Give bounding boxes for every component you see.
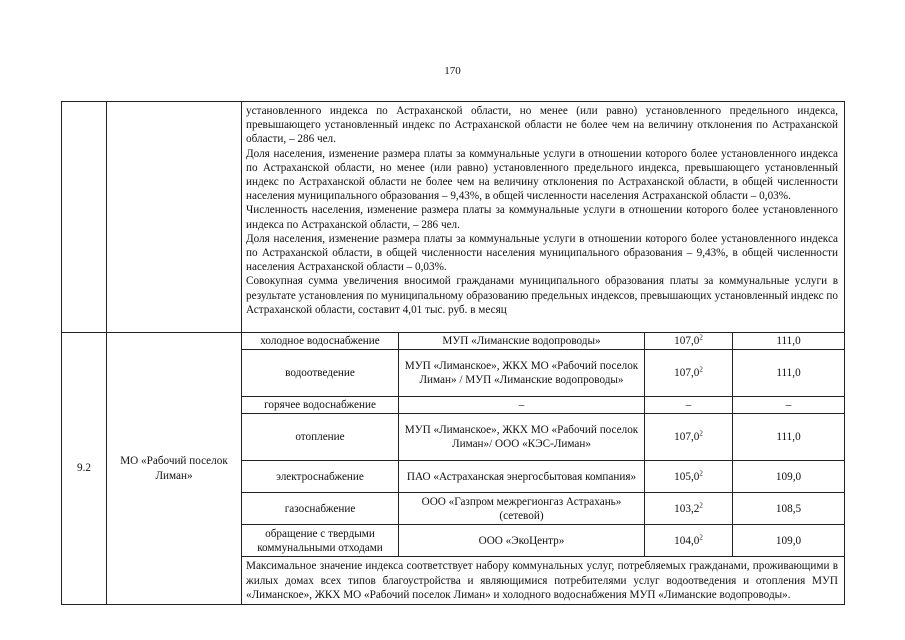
provider-name: ООО «Газпром межрегионгаз Астрахань» (сетевой) [399, 493, 645, 525]
continuation-row [62, 102, 845, 333]
limit-value: 111,0 [733, 333, 845, 350]
service-name: газоснабжение [242, 493, 399, 525]
limit-value: 111,0 [733, 414, 845, 461]
provider-name: МУП «Лиманские водопроводы» [399, 333, 645, 350]
service-name: горячее водоснабжение [242, 397, 399, 414]
conclusion-text: Максимальное значение индекса соответствует набору коммунальных услуг, потребляемых гражданами, проживающими в жилых домах всех типов благоустройства и являющимися потребителями услуг водоотведения и отопления МУП «Лиманское», ЖКХ МО «Рабочий поселок Лиман» и холодного водоснабжения МУП «Лиманские водопроводы». [242, 557, 845, 605]
provider-name: – [399, 397, 645, 414]
paragraph: Доля населения, изменение размера платы за коммунальные услуги в отношении которого более установленного индекса по Астраханской области, но менее (или равно) установленного предельного индекса, превышающего установленный индекс по Астраханской области не более чем на величину отклонения по Астраханской области, в общей численности населения муниципального образования – 9,43%, в общей численности населения Астраханской области – 0,03%. [246, 147, 839, 203]
paragraph: Доля населения, изменение размера платы за коммунальные услуги в отношении которого более установленного индекса по Астраханской области, в общей численности населения муниципального образования – 9,43%, в общей численности населения Астраханской области – 0,03%. [246, 232, 839, 274]
provider-name: МУП «Лиманское», ЖКХ МО «Рабочий поселок Лиман»/ ООО «КЭС-Лиман» [399, 414, 645, 461]
service-name: холодное водоснабжение [242, 333, 399, 350]
index-value: 107,0$^2$ [645, 414, 733, 461]
limit-value: 108,5 [733, 493, 845, 525]
provider-name: ПАО «Астраханская энергосбытовая компания» [399, 461, 645, 493]
limit-value: 109,0 [733, 461, 845, 493]
service-name: электроснабжение [242, 461, 399, 493]
empty-num-cell [62, 102, 107, 333]
index-value: 107,0$^2$ [645, 333, 733, 350]
service-name: водоотведение [242, 350, 399, 397]
index-value: 103,2$^2$ [645, 493, 733, 525]
empty-mo-cell [107, 102, 242, 333]
service-name: обращение с твердыми коммунальными отходами [242, 525, 399, 557]
table-row [62, 333, 845, 350]
limit-value: 111,0 [733, 350, 845, 397]
service-name: отопление [242, 414, 399, 461]
paragraph: Численность населения, изменение размера платы за коммунальные услуги в отношении которого более установленного индекса по Астраханской области, – 286 чел. [246, 204, 839, 231]
section-number: 9.2 [62, 333, 107, 605]
index-value: – [645, 397, 733, 414]
paragraph: установленного индекса по Астраханской области, но менее (или равно) установленного предельного индекса, превышающего установленный индекс по Астраханской области не более чем на величину отклонения по Астраханской области, – 286 чел. [246, 105, 839, 146]
paragraph: Совокупная сумма увеличения вносимой гражданами муниципального образования платы за коммунальные услуги в результате установления по муниципальному образованию предельных индексов, превышающих установленный индекс по Астраханской области, составит 4,01 тыс. руб. в месяц [246, 275, 839, 316]
index-value: 107,0$^2$ [645, 350, 733, 397]
provider-name: ООО «ЭкоЦентр» [399, 525, 645, 557]
population-text-cell [242, 102, 845, 333]
limit-value: 109,0 [733, 525, 845, 557]
limit-value: – [733, 397, 845, 414]
index-value: 105,0$^2$ [645, 461, 733, 493]
index-table [61, 101, 845, 605]
index-value: 104,0$^2$ [645, 525, 733, 557]
municipality-name: МО «Рабочий поселок Лиман» [107, 333, 242, 605]
page-number: 170 [444, 65, 461, 77]
provider-name: МУП «Лиманское», ЖКХ МО «Рабочий поселок Лиман» / МУП «Лиманские водопроводы» [399, 350, 645, 397]
